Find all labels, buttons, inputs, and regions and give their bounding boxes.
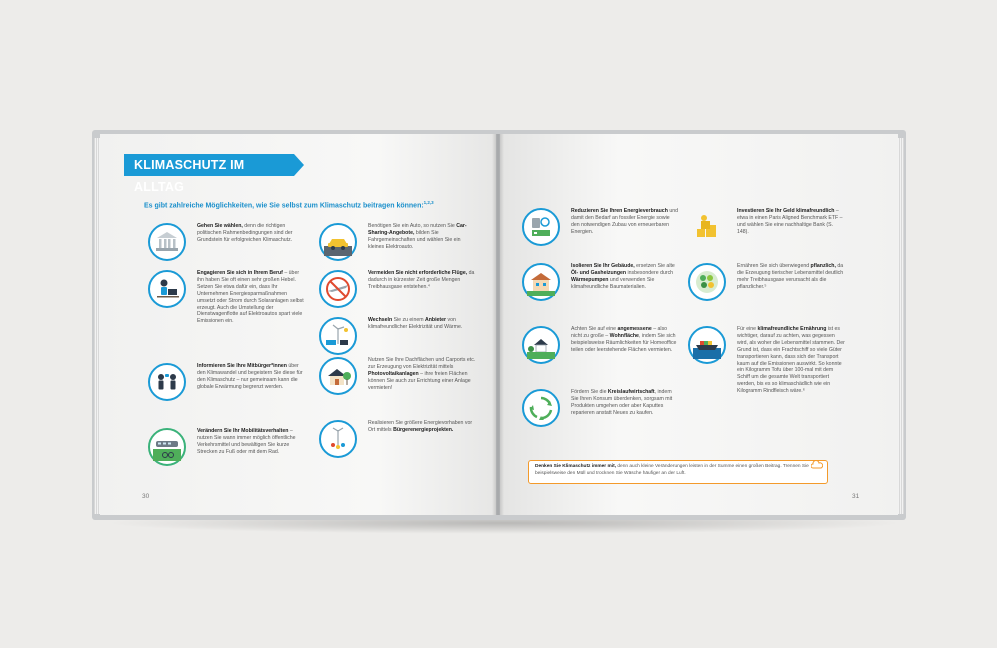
citizen-energy-icon (319, 420, 357, 458)
insulated-house-icon (522, 263, 560, 301)
item-text: Vermeiden Sie nicht erforderliche Flüge, da dadurch in kürzester Zeit große Mengen Treibhausgase entstehen.⁴ (368, 270, 475, 290)
cargo-ship-icon (688, 326, 726, 364)
item-text: Achten Sie auf eine angemessene – also nicht zu große – Wohnfläche, indem Sie sich beispielsweise Räumlichkeiten für Homeoffice teilen oder leerstehende Flächen vermieten. (571, 326, 677, 353)
list-item (688, 263, 845, 301)
small-house-icon (522, 326, 560, 364)
cloud-icon (811, 460, 823, 469)
no-flights-icon (319, 270, 357, 308)
page-number: 30 (142, 493, 150, 500)
item-text: Fördern Sie die Kreislaufwirtschaft, indem Sie Ihren Konsum überdenken, sorgsam mit Produkten umgehen oder aber Kaputtes reparieren anstatt Neues zu kaufen. (571, 389, 673, 416)
list-item (688, 208, 845, 246)
left-page (100, 134, 496, 515)
train-bike-icon (148, 428, 186, 466)
list-item (688, 326, 845, 395)
list-item (522, 263, 679, 301)
item-text: Gehen Sie wählen, denn die richtigen politischen Rahmenbedingungen sind der Grundstein für erfolgreichen Klimaschutz. (197, 223, 293, 243)
tip-box (528, 460, 828, 484)
list-item (319, 223, 476, 261)
people-talking-icon (148, 363, 186, 401)
item-text: Ernähren Sie sich überwiegend pflanzlich, da die Erzeugung tierischer Lebensmittel deutlich mehr Treibhausgase verursacht als die pflanzlicher.⁵ (737, 263, 844, 290)
page-title: KLIMASCHUTZ IM ALLTAG (124, 154, 294, 176)
item-text: Informieren Sie Ihre Mitbürger*innen über den Klimawandel und begeistern Sie diese für den Klimaschutz – nur gemeinsam kann die globale Erwärmung begrenzt werden. (197, 363, 303, 390)
list-item (319, 420, 476, 458)
list-item (319, 317, 476, 355)
page-subtitle: Es gibt zahlreiche Möglichkeiten, wie Sie selbst zum Klimaschutz beitragen können:$^{1,2,3}$ (144, 200, 434, 210)
list-item (148, 270, 305, 325)
list-item (319, 270, 476, 308)
item-text: Reduzieren Sie Ihren Energieverbrauch und damit den Bedarf an fossiler Energie sowie den notwendigen Zubau von erneuerbaren Energien. (571, 208, 678, 235)
plant-based-food-icon (688, 263, 726, 301)
item-text: Wechseln Sie zu einem Anbieter von klimafreundlicher Elektrizität und Wärme. (368, 317, 463, 330)
renewable-energy-icon (319, 317, 357, 355)
solar-roof-house-icon (319, 357, 357, 395)
item-text: Engagieren Sie sich in Ihrem Beruf – über ihn haben Sie oft einen sehr großen Hebel. Setzen Sie etwa dafür ein, dass Ihr Unternehmen Energiesparmaßnahmen umsetzt oder Strom durch Solaranlagen selbst erzeugt. Auch die Umstellung der Dienstwagenflotte auf Elektroautos spart viele Emissionen ein. (197, 270, 304, 325)
list-item (522, 326, 679, 364)
list-item (148, 363, 305, 401)
page-number: 31 (852, 493, 860, 500)
energy-saving-icon (522, 208, 560, 246)
item-text: Isolieren Sie Ihr Gebäude, ersetzen Sie alte Öl- und Gasheizungen insbesondere durch Wärmepumpen und verwenden Sie klimafreundliche Baumaterialien. (571, 263, 675, 290)
government-building-icon (148, 223, 186, 261)
recycling-arrows-icon (522, 389, 560, 427)
item-text: Realisieren Sie größere Energievorhaben vor Ort mittels Bürgerenergieprojekten. (368, 420, 473, 433)
office-worker-icon (148, 270, 186, 308)
list-item (522, 389, 679, 427)
money-stack-icon (688, 208, 726, 246)
item-text: Investieren Sie Ihr Geld klimafreundlich – etwa in einen Paris Aligned Benchmark ETF – und wählen Sie eine nachhaltige Bank (S. 148). (737, 208, 843, 235)
right-page (500, 134, 898, 515)
list-item (148, 223, 305, 261)
list-item (148, 428, 305, 466)
item-text: Verändern Sie Ihr Mobilitätsverhalten – nutzen Sie wann immer möglich öffentliche Verkehrsmittel und bewältigen Sie kurze Strecken zu Fuß oder mit dem Rad. (197, 428, 296, 455)
item-text: Benötigen Sie ein Auto, so nutzen Sie Car-Sharing-Angebote, bilden Sie Fahrgemeinschaften und wählen Sie ein kleines Elektroauto. (368, 223, 467, 250)
car-sharing-icon (319, 223, 357, 261)
list-item (522, 208, 679, 246)
item-text: Nutzen Sie Ihre Dachflächen und Carports etc. zur Erzeugung von Elektrizität mittels Photovoltaikanlagen – ihre freien Flächen können Sie auch zur Errichtung einer Anlage vermieten! (368, 357, 476, 391)
list-item (319, 357, 476, 395)
tip-text: Denken Sie Klimaschutz immer mit, denn auch kleine Veränderungen leisten in der Summe einen großen Beitrag. Trennen Sie beispielsweise den Müll und trocknen Sie Wäsche häufiger an der Luft. (535, 464, 809, 476)
item-text: Für eine klimafreundliche Ernährung ist es wichtiger, darauf zu achten, was gegessen wird, als woher die Lebensmittel stammen. Der Grund ist, dass ein Frachtschiff so viele Güter transportieren kann, dass sich der Transport kaum auf die Emissionen auswirkt. So konnte ein Kilogramm Tofu über 100-mal mit dem Schiff um die gesamte Welt transportiert werden, bis es so klimaschädlich wie ein Kilogramm Rindfleisch wäre.⁶ (737, 326, 845, 395)
book-gutter (492, 134, 504, 515)
